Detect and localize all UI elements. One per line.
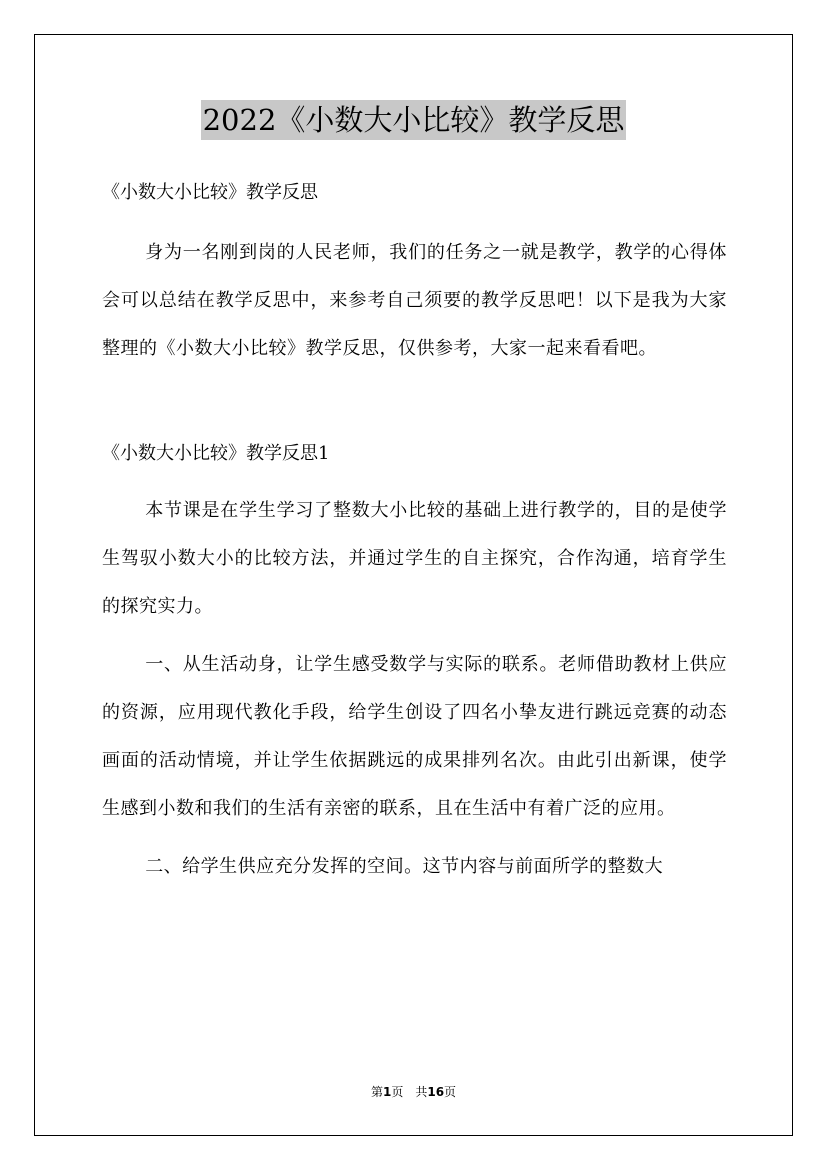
intro-paragraph: 身为一名刚到岗的人民老师，我们的任务之一就是教学，教学的心得体会可以总结在教学反思中，来参考自己须要的教学反思吧！以下是我为大家整理的《小数大小比较》教学反思，仅供参考，大家一起来看看吧。 bbox=[102, 242, 727, 359]
total-prefix: 共 bbox=[415, 1085, 428, 1099]
current-page-number: 1 bbox=[382, 1085, 392, 1099]
spacer bbox=[102, 471, 727, 487]
section1-heading: 《小数大小比较》教学反思1 bbox=[102, 443, 330, 464]
body-paragraph: 本节课是在学生学习了整数大小比较的基础上进行教学的，目的是使学生驾驭小数大小的比较方法，并通过学生的自主探究，合作沟通，培育学生的探究实力。 bbox=[102, 500, 727, 617]
document-title: 2022《小数大小比较》教学反思 bbox=[201, 100, 627, 140]
page-footer bbox=[0, 1084, 827, 1100]
total-page-count: 16 bbox=[427, 1085, 445, 1099]
body-paragraph: 一、从生活动身，让学生感受数学与实际的联系。老师借助教材上供应的资源，应用现代教化手段，给学生创设了四名小挚友进行跳远竞赛的动态画面的活动情境，并让学生依据跳远的成果排列名次。由此引出新课，使学生感到小数和我们的生活有亲密的联系，且在生活中有着广泛的应用。 bbox=[102, 654, 727, 819]
intro-heading: 《小数大小比较》教学反思 bbox=[102, 182, 318, 203]
page-prefix: 第 bbox=[370, 1085, 383, 1099]
page-suffix: 页 bbox=[391, 1085, 404, 1099]
document-body bbox=[102, 176, 727, 891]
body-paragraph: 二、给学生供应充分发挥的空间。这节内容与前面所学的整数大 bbox=[145, 856, 664, 877]
spacer bbox=[102, 210, 727, 229]
spacer bbox=[102, 373, 727, 437]
total-suffix: 页 bbox=[444, 1085, 457, 1099]
title-container bbox=[0, 100, 827, 140]
